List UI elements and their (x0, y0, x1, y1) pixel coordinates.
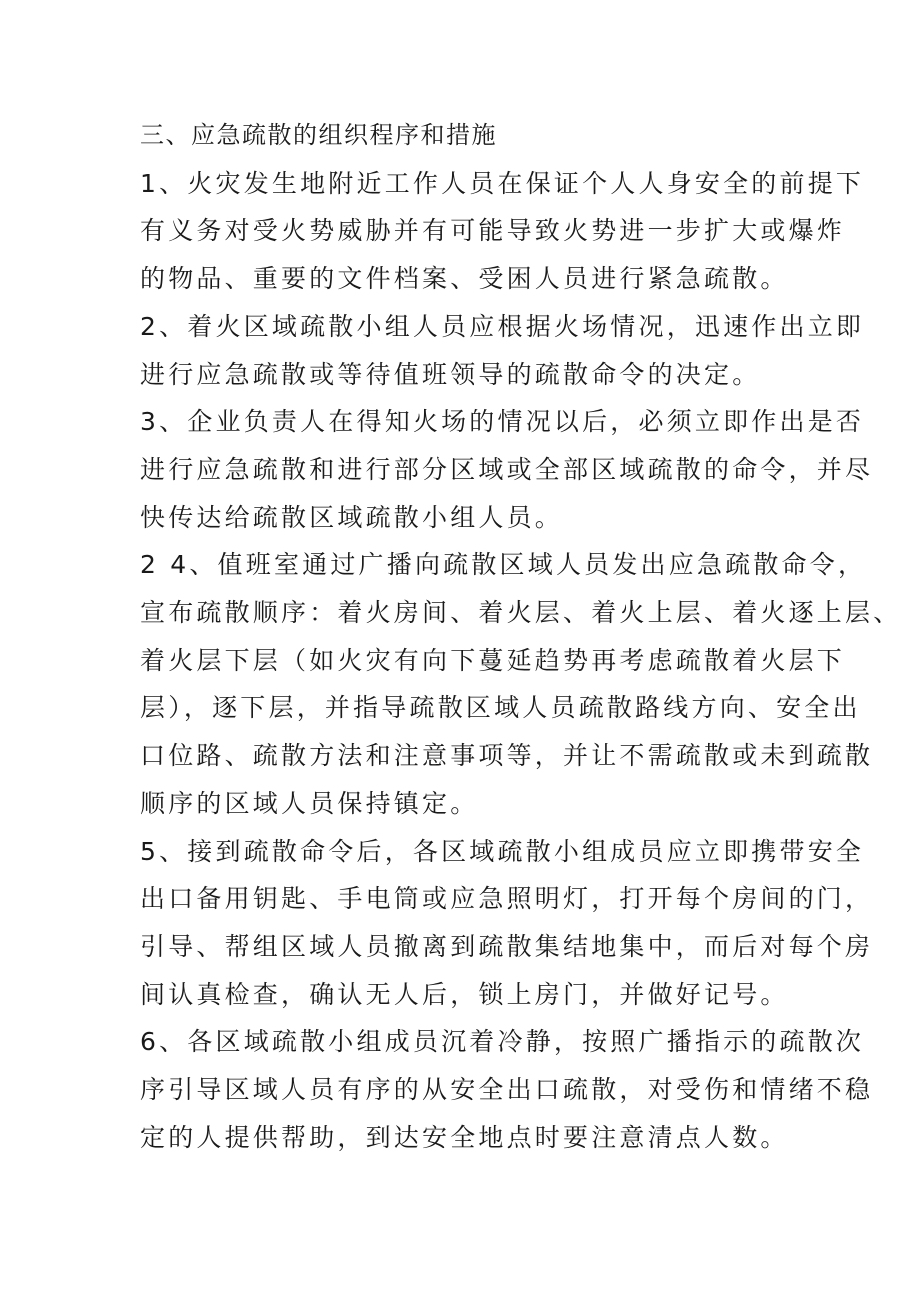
paragraph-line: 序引导区域人员有序的从安全出口疏散，对受伤和情绪不稳 (140, 1075, 874, 1105)
paragraph-line: 引导、帮组区域人员撤离到疏散集结地集中，而后对每个房 (140, 931, 874, 961)
paragraph-line: 层），逐下层，并指导疏散区域人员疏散路线方向、安全出 (140, 693, 861, 723)
paragraph-line: 出口备用钥匙、手电筒或应急照明灯，打开每个房间的门， (140, 884, 874, 914)
paragraph-line: 进行应急疏散和进行部分区域或全部区域疏散的命令，并尽 (140, 454, 874, 484)
paragraph-5 (140, 828, 874, 1019)
paragraph-line: 1、火灾发生地附近工作人员在保证个人人身安全的前提下 (140, 168, 865, 198)
paragraph-line: 定的人提供帮助，到达安全地点时要注意清点人数。 (140, 1122, 789, 1152)
paragraph-2 (140, 303, 865, 398)
paragraph-line: 2 4、值班室通过广播向疏散区域人员发出应急疏散命令， (140, 550, 867, 580)
paragraph-line: 口位路、疏散方法和注意事项等，并让不需疏散或未到疏散 (140, 741, 874, 771)
section-heading: 三、应急疏散的组织程序和措施 (140, 121, 497, 149)
paragraph-line: 6、各区域疏散小组成员沉着冷静，按照广播指示的疏散次 (140, 1027, 865, 1057)
paragraph-line: 有义务对受火势威胁并有可能导致火势进一步扩大或爆炸 (140, 216, 846, 246)
paragraph-line: 宣布疏散顺序：着火房间、着火层、着火上层、着火逐上层、 (140, 598, 902, 628)
paragraph-line: 3、企业负责人在得知火场的情况以后，必须立即作出是否 (140, 407, 865, 437)
paragraph-line: 快传达给疏散区域疏散小组人员。 (140, 502, 564, 532)
paragraph-3 (140, 398, 874, 541)
paragraph-line: 进行应急疏散或等待值班领导的疏散命令的决定。 (140, 359, 761, 389)
paragraph-6 (140, 1018, 874, 1161)
paragraph-line: 着火层下层（如火灾有向下蔓延趋势再考虑疏散着火层下 (140, 645, 846, 675)
paragraph-4 (140, 541, 902, 827)
paragraph-line: 2、着火区域疏散小组人员应根据火场情况，迅速作出立即 (140, 311, 865, 341)
paragraph-line: 顺序的区域人员保持镇定。 (140, 788, 479, 818)
paragraph-1 (140, 160, 865, 303)
document-body (140, 112, 902, 1161)
paragraph-line: 5、接到疏散命令后，各区域疏散小组成员应立即携带安全 (140, 836, 865, 866)
paragraph-line: 的物品、重要的文件档案、受困人员进行紧急疏散。 (140, 264, 789, 294)
paragraph-line: 间认真检查，确认无人后，锁上房门，并做好记号。 (140, 979, 789, 1009)
